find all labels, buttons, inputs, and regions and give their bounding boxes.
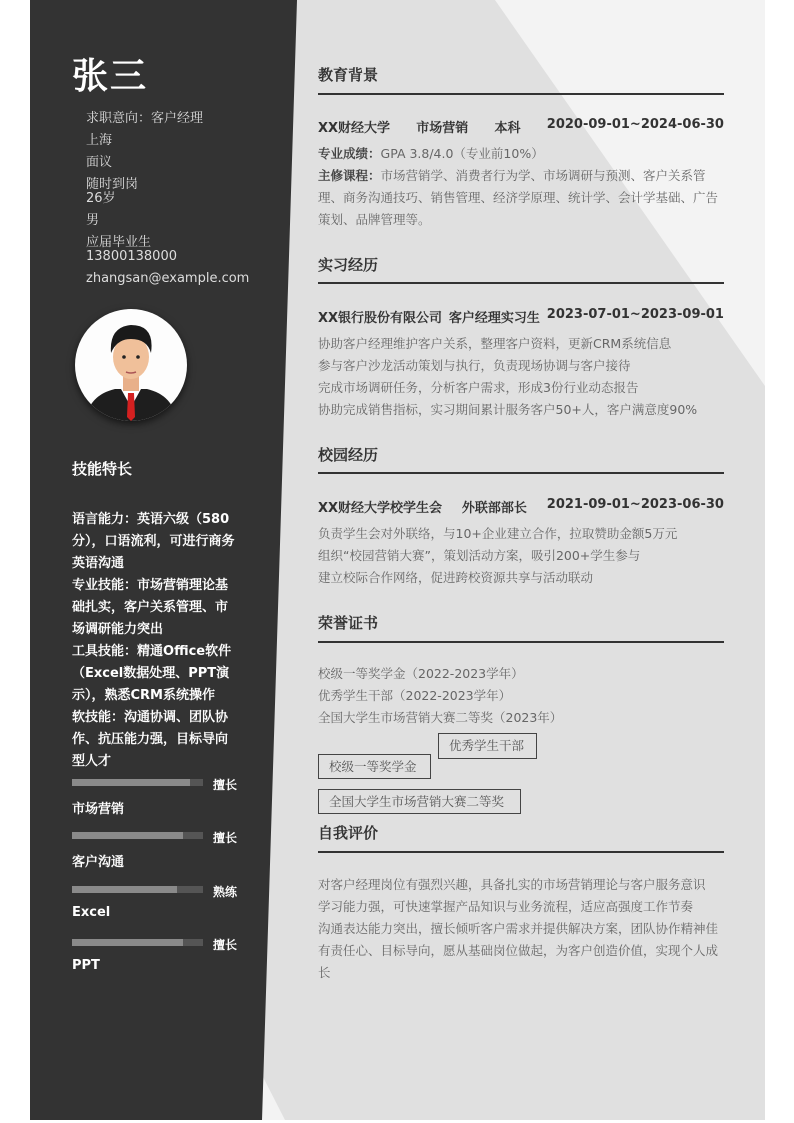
skill-desc-item: [72, 707, 240, 773]
skill-desc-label: 软技能：: [72, 710, 125, 725]
honors-list: [318, 663, 562, 729]
skill-desc-label: 专业技能：: [72, 578, 138, 593]
avatar: [75, 309, 187, 421]
skills-title: 技能特长: [72, 460, 133, 478]
education-header: [318, 117, 724, 136]
skill-desc-text: 精通Office软件（Excel数据处理、PPT演示），熟悉CRM系统操作: [72, 644, 232, 703]
list-item: 协助客户经理维护客户关系，整理客户资料，更新CRM系统信息: [318, 336, 672, 351]
skill-bar-fill: [72, 832, 183, 839]
skill-level: 擅长: [213, 831, 238, 845]
company: XX银行股份有限公司: [318, 311, 443, 326]
skill-bar: [72, 779, 203, 786]
major: 市场营销: [416, 121, 469, 136]
salary: 面议: [86, 155, 113, 170]
list-item: 建立校际合作网络，促进跨校资源共享与活动联动: [318, 570, 594, 585]
list-item: 参与客户沙龙活动策划与执行，负责现场协调与客户接待: [318, 358, 631, 373]
self-eval-line: 沟通表达能力突出，擅长倾听客户需求并提供解决方案，团队协作精神佳: [318, 921, 719, 936]
skill-name: PPT: [72, 958, 100, 973]
divider: [318, 851, 724, 853]
divider: [318, 282, 724, 284]
skill-bar: [72, 939, 203, 946]
skill-level: 擅长: [213, 938, 238, 952]
skill-bar-fill: [72, 939, 183, 946]
divider: [318, 93, 724, 95]
self-eval-title: 自我评价: [318, 824, 379, 842]
skill-desc-label: 工具技能：: [72, 644, 138, 659]
gpa: [318, 143, 544, 165]
skill-bar: [72, 832, 203, 839]
skill-desc-text: 英语六级（580分），口语流利，可进行商务英语沟通: [72, 512, 235, 571]
skill-bar-fill: [72, 779, 190, 786]
skill-bar: [72, 886, 203, 893]
school: XX财经大学: [318, 121, 391, 136]
list-item: 校级一等奖学金（2022-2023学年）: [318, 666, 524, 681]
internship-list: [318, 333, 697, 421]
role: 客户经理实习生: [448, 311, 540, 326]
skill-bar-fill: [72, 886, 177, 893]
list-item: 优秀学生干部（2022-2023学年）: [318, 688, 512, 703]
location: 上海: [86, 133, 113, 148]
candidate-name: 张三: [72, 56, 149, 97]
skill-desc-text: 市场营销理论基础扎实，客户关系管理、市场调研能力突出: [72, 578, 229, 637]
skill-desc-item: [72, 641, 240, 707]
skill-desc-item: [72, 575, 240, 641]
status: 应届毕业生: [86, 235, 152, 250]
honor-tag: 优秀学生干部: [438, 733, 537, 759]
courses-value: 市场营销学、消费者行为学、市场调研与预测、客户关系管理、商务沟通技巧、销售管理、经济学原理、统计学、会计学基础、广告策划、品牌管理等。: [318, 168, 719, 227]
list-item: 负责学生会对外联络，与10+企业建立合作，拉取赞助金额5万元: [318, 526, 678, 541]
campus-title: 校园经历: [318, 446, 379, 464]
courses-label: 主修课程：: [318, 168, 381, 183]
skill-name: 市场营销: [72, 802, 125, 817]
skill-level: 熟练: [213, 885, 238, 899]
skills-description: [72, 509, 240, 773]
list-item: 组织“校园营销大赛”，策划活动方案，吸引200+学生参与: [318, 548, 641, 563]
skill-desc-label: 语言能力：: [72, 512, 138, 527]
self-eval-text: [318, 874, 728, 984]
email: zhangsan@example.com: [86, 271, 250, 286]
self-eval-line: 学习能力强，可快速掌握产品知识与业务流程，适应高强度工作节奏: [318, 899, 694, 914]
honor-tag: 全国大学生市场营销大赛二等奖: [318, 789, 521, 814]
campus-header: [318, 497, 724, 516]
role: 外联部部长: [461, 501, 527, 516]
education-title: 教育背景: [318, 66, 379, 84]
organization: XX财经大学校学生会: [318, 501, 443, 516]
job-intention: 求职意向：客户经理: [86, 111, 204, 126]
skill-name: Excel: [72, 905, 111, 920]
internship-header: [318, 307, 724, 326]
skill-desc-item: [72, 509, 240, 575]
age: 26岁: [86, 191, 116, 206]
campus-period: 2021-09-01~2023-06-30: [546, 497, 724, 512]
gpa-label: 专业成绩：: [318, 146, 381, 161]
skill-desc-text: 沟通协调、团队协作、抗压能力强，目标导向型人才: [72, 710, 229, 769]
skill-name: 客户沟通: [72, 855, 125, 870]
internship-period: 2023-07-01~2023-09-01: [546, 307, 724, 322]
skill-level: 擅长: [213, 778, 238, 792]
divider: [318, 472, 724, 474]
divider: [318, 641, 724, 643]
honors-title: 荣誉证书: [318, 614, 379, 632]
phone: 13800138000: [86, 249, 177, 264]
campus-list: [318, 523, 677, 589]
education-period: 2020-09-01~2024-06-30: [546, 117, 724, 132]
availability: 随时到岗: [86, 177, 139, 192]
self-eval-line: 对客户经理岗位有强烈兴趣，具备扎实的市场营销理论与客户服务意识: [318, 877, 706, 892]
gpa-value: GPA 3.8/4.0（专业前10%）: [380, 146, 544, 161]
self-eval-line: 有责任心、目标导向，愿从基础岗位做起，为客户创造价值，实现个人成长: [318, 943, 719, 980]
list-item: 协助完成销售指标，实习期间累计服务客户50+人，客户满意度90%: [318, 402, 698, 417]
degree: 本科: [494, 121, 521, 136]
courses: [318, 165, 728, 231]
list-item: 全国大学生市场营销大赛二等奖（2023年）: [318, 710, 563, 725]
list-item: 完成市场调研任务，分析客户需求，形成3份行业动态报告: [318, 380, 639, 395]
honor-tag: 校级一等奖学金: [318, 754, 431, 779]
gender: 男: [86, 213, 100, 228]
internship-title: 实习经历: [318, 256, 379, 274]
